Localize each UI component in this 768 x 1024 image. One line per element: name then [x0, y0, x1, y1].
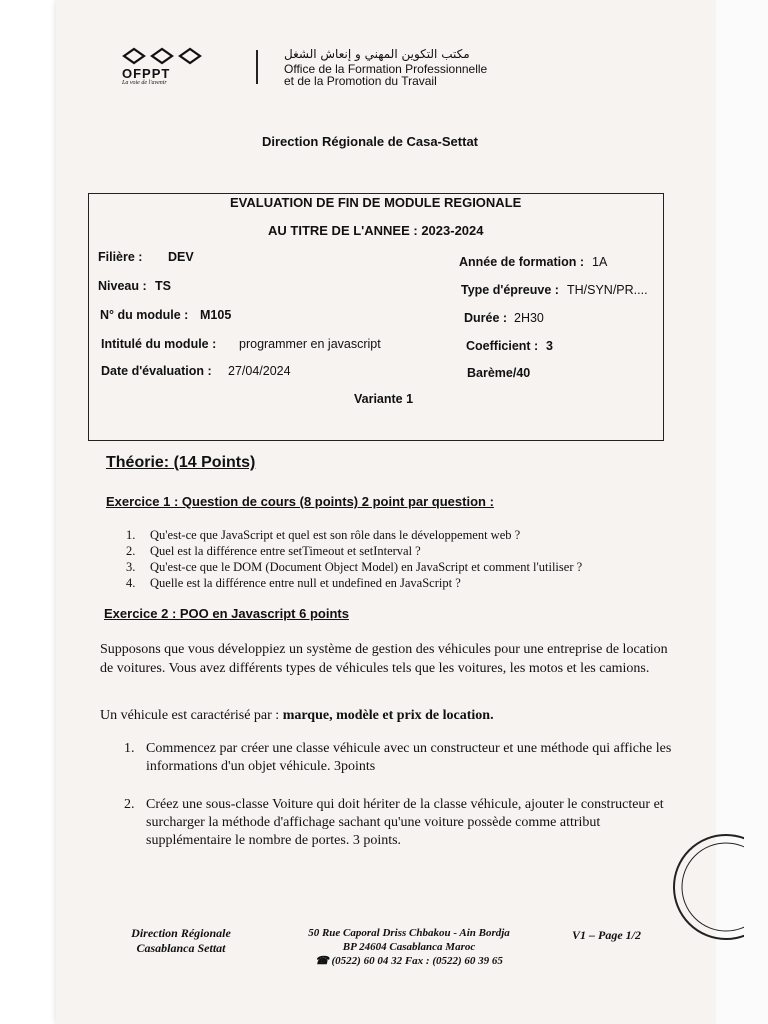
annee-value: 1A [592, 255, 608, 269]
item-number: 4. [126, 576, 136, 590]
filiere-label: Filière : [98, 250, 143, 264]
page-number: V1 – Page 1/2 [572, 928, 641, 942]
footer-address-line2: BP 24604 Casablanca Maroc [342, 941, 476, 953]
vehicule-attributes [100, 708, 674, 724]
type-epreuve-value: TH/SYN/PR.... [567, 283, 648, 297]
exercice1-title: Exercice 1 : Question de cours (8 points) 2 point par question : [106, 494, 494, 509]
item-number: 1. [124, 741, 135, 756]
office-name-line2: et de la Promotion du Travail [284, 74, 437, 88]
date-value: 27/04/2024 [228, 364, 291, 378]
exercice2-intro: Supposons que vous développiez un système de gestion des véhicules pour une entreprise de location de voitures. Vous avez différents types de véhicules tels que les voitures, les motos et les camions. [100, 642, 668, 676]
theorie-title: Théorie: (14 Points) [106, 454, 256, 471]
footer-address [296, 926, 522, 968]
arabic-title: مكتب التكوين المهني و إنعاش الشغل [284, 47, 470, 61]
intitule-value: programmer en javascript [239, 337, 381, 351]
task-text: Créez une sous-classe Voiture qui doit hériter de la classe véhicule, ajouter le constructeur et surcharger la méthode d'affichage sachant qu'une voiture possède comme attribut supplémentaire le nombre de portes. 3 points. [146, 797, 664, 848]
office-name-line1: Office de la Formation Professionnelle [284, 62, 488, 76]
duree-label: Durée : [464, 311, 508, 325]
attributes-prefix: Un véhicule est caractérisé par : [100, 708, 280, 723]
list-item [126, 559, 582, 575]
annee-label: Année de formation : [459, 255, 585, 269]
exam-year: AU TITRE DE L'ANNEE : 2023-2024 [268, 223, 484, 238]
item-number: 2. [126, 544, 136, 558]
duree-value: 2H30 [514, 311, 544, 325]
list-item [126, 527, 582, 543]
footer-address-line3: ☎ (0522) 60 04 32 Fax : (0522) 60 39 65 [315, 955, 503, 967]
header-divider [256, 50, 258, 84]
attributes-list: marque, modèle et prix de location. [282, 708, 494, 723]
filiere-value: DEV [168, 250, 194, 264]
footer-direction [118, 926, 244, 956]
date-label: Date d'évaluation : [101, 364, 212, 378]
item-number: 1. [126, 528, 136, 542]
question-list [126, 527, 582, 591]
module-number-label: N° du module : [100, 308, 189, 322]
exam-title: EVALUATION DE FIN DE MODULE REGIONALE [230, 195, 522, 210]
logo-text: OFPPT [122, 66, 171, 81]
question-text: Quel est la différence entre setTimeout et setInterval ? [150, 544, 421, 558]
question-text: Qu'est-ce que le DOM (Document Object Model) en JavaScript et comment l'utiliser ? [150, 560, 583, 574]
niveau-label: Niveau : [98, 279, 147, 293]
item-number: 3. [126, 560, 136, 574]
type-epreuve-label: Type d'épreuve : [461, 283, 559, 297]
list-item [126, 575, 582, 591]
question-text: Qu'est-ce que JavaScript et quel est son rôle dans le développement web ? [150, 528, 521, 542]
footer-direction-line2: Casablanca Settat [136, 941, 226, 955]
exercice2-title: Exercice 2 : POO en Javascript 6 points [104, 606, 349, 621]
niveau-value: TS [155, 279, 171, 293]
list-item [124, 796, 676, 850]
item-number: 2. [124, 797, 135, 812]
exam-page [56, 0, 716, 1024]
task-text: Commencez par créer une classe véhicule avec un constructeur et une méthode qui affiche les informations d'un objet véhicule. 3points [146, 741, 672, 774]
intitule-label: Intitulé du module : [101, 337, 217, 351]
coefficient-label: Coefficient : [466, 339, 539, 353]
variante: Variante 1 [354, 392, 414, 406]
question-text: Quelle est la différence entre null et undefined en JavaScript ? [150, 576, 461, 590]
logo-tagline: La voie de l'avenir [122, 80, 167, 86]
list-item [124, 740, 676, 776]
list-item [126, 543, 582, 559]
task-list [124, 740, 676, 870]
coefficient-value: 3 [546, 339, 553, 353]
footer-address-line1: 50 Rue Caporal Driss Chbakou - Ain Bordja [308, 927, 510, 939]
direction-title: Direction Régionale de Casa-Settat [262, 134, 478, 149]
module-number-value: M105 [200, 308, 232, 322]
bareme: Barème/40 [467, 366, 531, 380]
footer-direction-line1: Direction Régionale [131, 926, 231, 940]
official-stamp [664, 822, 744, 952]
